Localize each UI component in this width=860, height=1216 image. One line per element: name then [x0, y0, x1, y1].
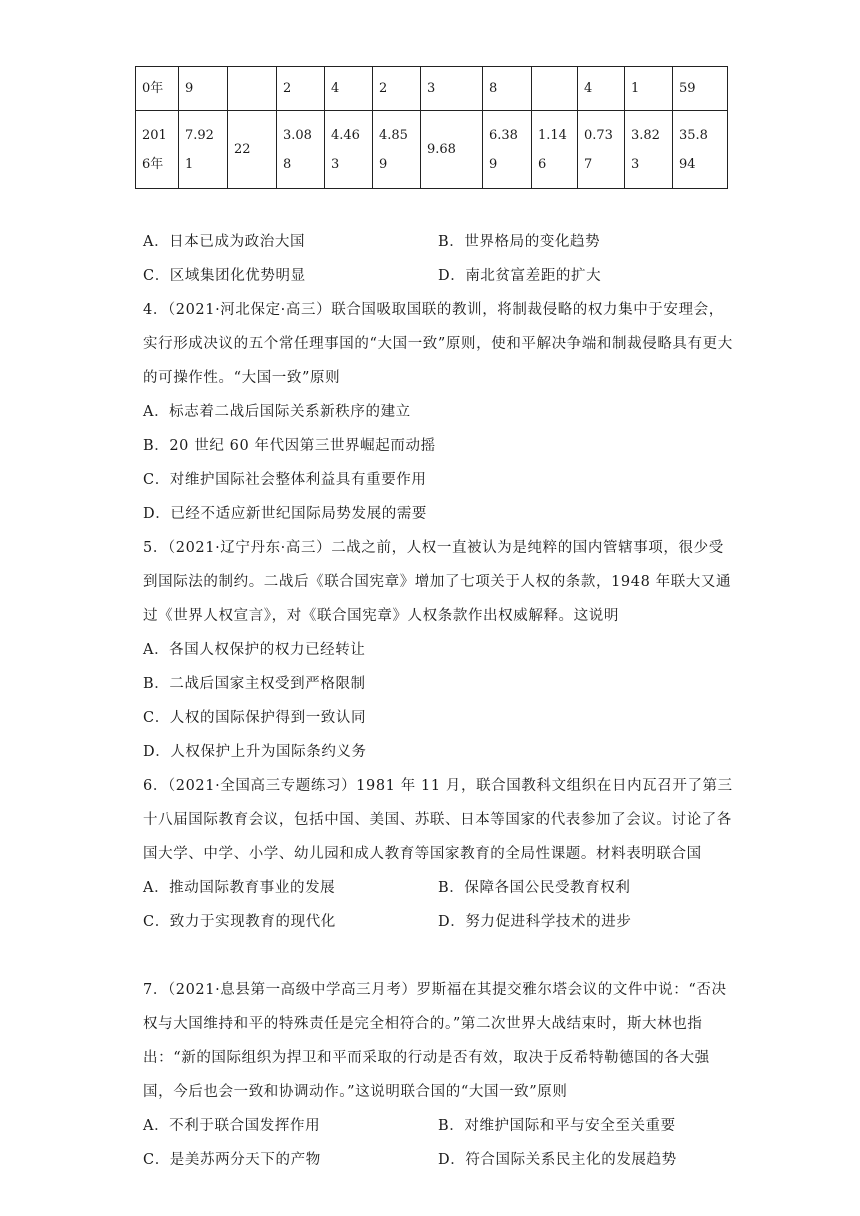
- table-cell: 35.8 94: [673, 111, 728, 189]
- table-cell: [532, 67, 578, 111]
- option-c: C．人权的国际保护得到一致认同: [143, 710, 367, 726]
- table-cell: 2: [373, 67, 421, 111]
- option-d: D．努力促进科学技术的进步: [438, 914, 632, 930]
- option-a: A．日本已成为政治大国: [143, 234, 306, 250]
- option-a: A．标志着二战后国际关系新秩序的建立: [143, 404, 411, 420]
- table-cell: 8: [483, 67, 532, 111]
- statistics-table: [135, 66, 728, 189]
- question-5: [143, 531, 733, 769]
- question-stem: 5．（2021·辽宁丹东·高三）二战之前，人权一直被认为是纯粹的国内管辖事项，很少受到国际法的制约。二战后《联合国宪章》增加了七项关于人权的条款，1948 年联大又通过《世界人权宣言》，对《联合国宪章》人权条款作出权威解释。这说明: [143, 540, 732, 624]
- option-d: D．已经不适应新世纪国际局势发展的需要: [143, 506, 428, 522]
- option-b: B．20 世纪 60 年代因第三世界崛起而动摇: [143, 438, 436, 454]
- question-4: [143, 293, 733, 531]
- question-stem: 4．（2021·河北保定·高三）联合国吸取国联的教训，将制裁侵略的权力集中于安理会，实行形成决议的五个常任理事国的“大国一致”原则，使和平解决争端和制裁侵略具有更大的可操作性。“大国一致”原则: [143, 302, 733, 386]
- table-cell: 4.85 9: [373, 111, 421, 189]
- option-b: B．保障各国公民受教育权利: [438, 880, 631, 896]
- question-6: [143, 769, 733, 939]
- option-a: A．各国人权保护的权力已经转让: [143, 642, 366, 658]
- table-cell: 4.46 3: [325, 111, 373, 189]
- question-stem: 6．（2021·全国高三专题练习）1981 年 11 月，联合国教科文组织在日内瓦召开了第三十八届国际教育会议，包括中国、美国、苏联、日本等国家的代表参加了会议。讨论了各国大学、中学、小学、幼儿园和成人教育等国家教育的全局性课题。材料表明联合国: [143, 778, 733, 862]
- table-cell: 3: [421, 67, 483, 111]
- table-cell: 1.14 6: [532, 111, 578, 189]
- option-c: C．致力于实现教育的现代化: [143, 914, 336, 930]
- table-row: [136, 111, 728, 189]
- table-cell: 4: [325, 67, 373, 111]
- option-b: B．世界格局的变化趋势: [438, 234, 601, 250]
- table-row: [136, 67, 728, 111]
- question-7: [143, 973, 733, 1177]
- table-cell: 4: [578, 67, 625, 111]
- table-cell: 7.92 1: [179, 111, 228, 189]
- table-cell: 22: [228, 111, 277, 189]
- option-a: A．推动国际教育事业的发展: [143, 880, 336, 896]
- table-cell: 0.73 7: [578, 111, 625, 189]
- table-cell: 2: [277, 67, 325, 111]
- table-cell: 6.38 9: [483, 111, 532, 189]
- option-b: B．对维护国际和平与安全至关重要: [438, 1118, 676, 1134]
- table-cell: 0年: [136, 67, 179, 111]
- table-cell: 59: [673, 67, 728, 111]
- option-a: A．不利于联合国发挥作用: [143, 1118, 321, 1134]
- option-d: D．符合国际关系民主化的发展趋势: [438, 1152, 677, 1168]
- option-d: D．人权保护上升为国际条约义务: [143, 744, 367, 760]
- option-c: C．对维护国际社会整体利益具有重要作用: [143, 472, 427, 488]
- table-cell: 201 6年: [136, 111, 179, 189]
- option-c: C．区域集团化优势明显: [143, 268, 306, 284]
- table-cell: 9.68: [421, 111, 483, 189]
- table-cell: 1: [625, 67, 673, 111]
- option-d: D．南北贫富差距的扩大: [438, 268, 602, 284]
- table-cell: 9: [179, 67, 228, 111]
- table-cell: [228, 67, 277, 111]
- table-cell: 3.82 3: [625, 111, 673, 189]
- table-cell: 3.08 8: [277, 111, 325, 189]
- option-c: C．是美苏两分天下的产物: [143, 1152, 321, 1168]
- option-b: B．二战后国家主权受到严格限制: [143, 676, 366, 692]
- question-3-options: [143, 225, 733, 293]
- question-stem: 7．（2021·息县第一高级中学高三月考）罗斯福在其提交雅尔塔会议的文件中说：“否决权与大国维持和平的特殊责任是完全相符合的。”第二次世界大战结束时，斯大林也指出：“新的国际组织为捍卫和平而采取的行动是否有效，取决于反希特勒德国的各大强国，今后也会一致和协调动作。”这说明联合国的“大国一致”原则: [143, 982, 727, 1100]
